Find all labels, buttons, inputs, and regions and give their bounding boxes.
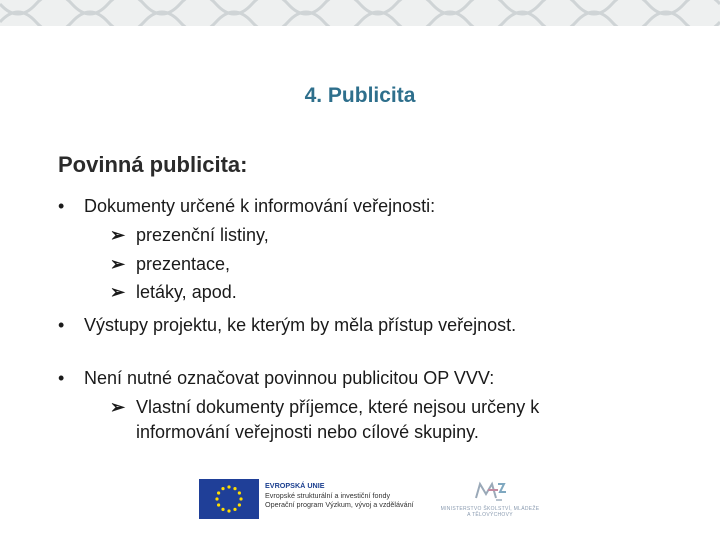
eu-line-2: Evropské strukturální a investiční fondy <box>265 490 391 500</box>
eu-star <box>238 503 241 506</box>
bullet-item <box>58 311 516 340</box>
sub-item-text: prezenční listiny, <box>136 225 269 245</box>
sub-item-text: Vlastní dokumenty příjemce, které nejsou určeny k <box>136 397 540 417</box>
eu-logo-text <box>265 481 414 510</box>
arrow-bullet-icon: ➢ <box>110 397 126 417</box>
arrow-bullet-icon: ➢ <box>110 254 126 274</box>
eu-star <box>217 503 220 506</box>
bullet-text: Není nutné označovat povinnou publicitou OP VVV: <box>84 368 495 388</box>
eu-star <box>215 497 218 500</box>
sub-item-text: prezentace, <box>136 254 231 274</box>
sub-item <box>110 278 237 307</box>
eu-flag-icon <box>199 479 259 519</box>
ministry-name: MINISTERSTVO ŠKOLSTVÍ, MLÁDEŽE A TĚLOVÝCHOVY <box>440 506 540 518</box>
sub-item-text: letáky, apod. <box>136 282 237 302</box>
slide-title: 4. Publicita <box>304 84 416 107</box>
eu-star <box>239 497 242 500</box>
sub-item-continuation: informování veřejnosti nebo cílové skupiny. <box>136 422 479 442</box>
arrow-bullet-icon: ➢ <box>110 225 126 245</box>
section-heading: Povinná publicita: <box>58 152 248 177</box>
bullet-text: Výstupy projektu, ke kterým by měla přístup veřejnost. <box>84 315 517 335</box>
bullet-item <box>58 364 494 393</box>
eu-line-3: Operační program Výzkum, vývoj a vzdělávání <box>265 500 414 510</box>
eu-star <box>227 509 230 512</box>
sub-item <box>110 221 269 250</box>
eu-star <box>233 487 236 490</box>
eu-star <box>221 508 224 511</box>
eu-star <box>221 487 224 490</box>
bullet-item <box>58 192 435 221</box>
eu-line-1: EVROPSKÁ UNIE <box>265 481 325 490</box>
eu-star <box>233 508 236 511</box>
bullet-dot: • <box>58 196 65 216</box>
bullet-dot: • <box>58 315 65 335</box>
arrow-bullet-icon: ➢ <box>110 282 126 302</box>
bullet-text: Dokumenty určené k informování veřejnosti: <box>84 196 436 216</box>
eu-star <box>217 491 220 494</box>
eu-star <box>238 491 241 494</box>
bullet-dot: • <box>58 368 65 388</box>
decorative-pattern-band <box>0 0 720 26</box>
eu-star <box>227 485 230 488</box>
sub-item <box>110 250 230 279</box>
